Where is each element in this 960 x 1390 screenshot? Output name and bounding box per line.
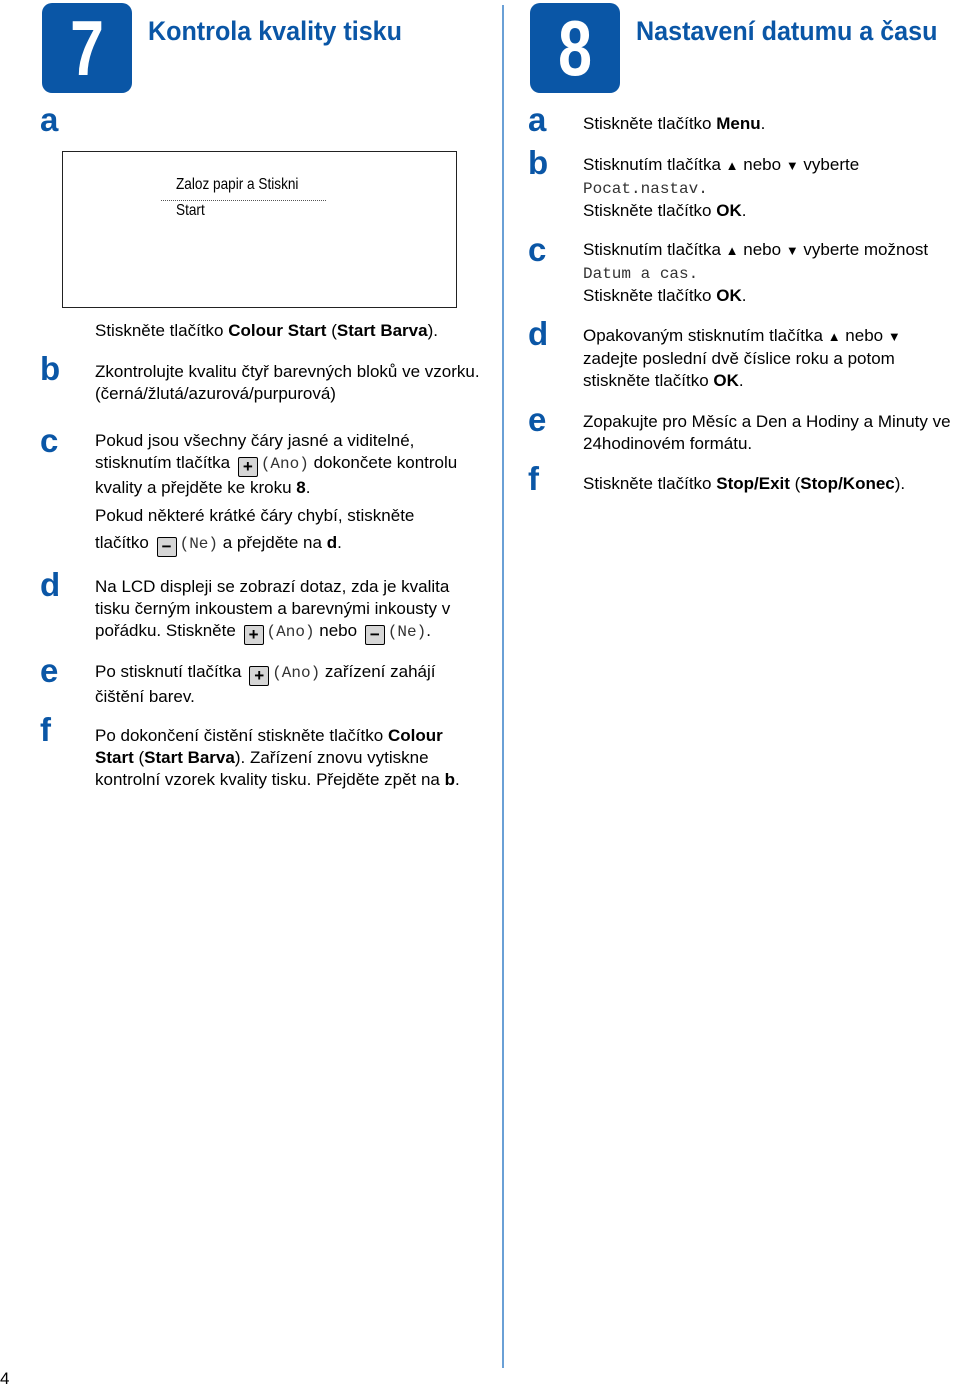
lcd-line-2: Start <box>176 202 205 219</box>
plus-button-icon: + <box>238 457 258 477</box>
step-letter: e <box>528 401 547 438</box>
step-letter: a <box>528 101 547 138</box>
step-letter: d <box>528 315 549 352</box>
step-letter: e <box>40 652 59 689</box>
step-letter: b <box>40 350 61 387</box>
up-arrow-icon: ▲ <box>725 158 739 173</box>
step-text: Po stisknutí tlačítka + (Ano) zařízení zahájí čištění barev. <box>95 662 436 706</box>
step-text: Stisknutím tlačítka ▲ nebo ▼ vyberte Pocat.nastav. Stiskněte tlačítko OK. <box>583 155 860 220</box>
down-arrow-icon: ▼ <box>785 158 799 173</box>
step-text: Na LCD displeji se zobrazí dotaz, zda je kvalita tisku černým inkoustem a barevnými inkousty v pořádku. Stiskněte + (Ano) nebo − (Ne). <box>95 577 451 644</box>
step-letter: a <box>40 101 59 138</box>
section-title: Kontrola kvality tisku <box>148 16 402 46</box>
step-letter: c <box>40 422 59 459</box>
step-text: Stiskněte tlačítko Stop/Exit (Stop/Konec). <box>583 474 906 493</box>
step-letter: d <box>40 566 61 603</box>
down-arrow-icon: ▼ <box>887 329 901 344</box>
step-text: tlačítko − (Ne) a přejděte na d. <box>95 533 342 556</box>
step-text: Stisknutím tlačítka ▲ nebo ▼ vyberte možnost Datum a cas. Stiskněte tlačítko OK. <box>583 240 929 305</box>
step-text: Opakovaným stisknutím tlačítka ▲ nebo ▼ zadejte poslední dvě číslice roku a potom stiskněte tlačítko OK. <box>583 326 901 390</box>
step-letter: c <box>528 231 547 268</box>
plus-button-icon: + <box>249 666 269 686</box>
step-text: Stiskněte tlačítko Colour Start (Start Barva). <box>95 321 438 340</box>
step-text: Pokud některé krátké čáry chybí, stiskněte <box>95 506 415 525</box>
up-arrow-icon: ▲ <box>725 243 739 258</box>
step-text: Stiskněte tlačítko Menu. <box>583 114 766 133</box>
step-letter: b <box>528 144 549 181</box>
step-number-badge: 8 <box>530 3 620 93</box>
step-text: Zkontrolujte kvalitu čtyř barevných bloků ve vzorku. (černá/žlutá/azurová/purpurová) <box>95 362 480 403</box>
page-number: 4 <box>0 1369 10 1388</box>
section-title: Nastavení datumu a času <box>636 16 938 46</box>
column-divider <box>502 5 504 1368</box>
down-arrow-icon: ▼ <box>785 243 799 258</box>
step-letter: f <box>40 711 51 748</box>
lcd-divider <box>161 200 326 201</box>
step-text: Zopakujte pro Měsíc a Den a Hodiny a Minuty ve 24hodinovém formátu. <box>583 412 951 453</box>
lcd-line-1: Zaloz papir a Stiskni <box>176 176 299 193</box>
step-text: Pokud jsou všechny čáry jasné a viditelné, stisknutím tlačítka + (Ano) dokončete kontrolu kvality a přejděte ke kroku 8. <box>95 431 458 497</box>
step-text: Po dokončení čistění stiskněte tlačítko Colour Start (Start Barva). Zařízení znovu vytiskne kontrolní vzorek kvality tisku. Přejděte zpět na b. <box>95 726 460 789</box>
lcd-display <box>62 151 457 308</box>
step-letter: f <box>528 460 539 497</box>
step-number-badge: 7 <box>42 3 132 93</box>
up-arrow-icon: ▲ <box>827 329 841 344</box>
plus-button-icon: + <box>244 625 264 645</box>
minus-button-icon: − <box>157 537 177 557</box>
minus-button-icon: − <box>365 625 385 645</box>
